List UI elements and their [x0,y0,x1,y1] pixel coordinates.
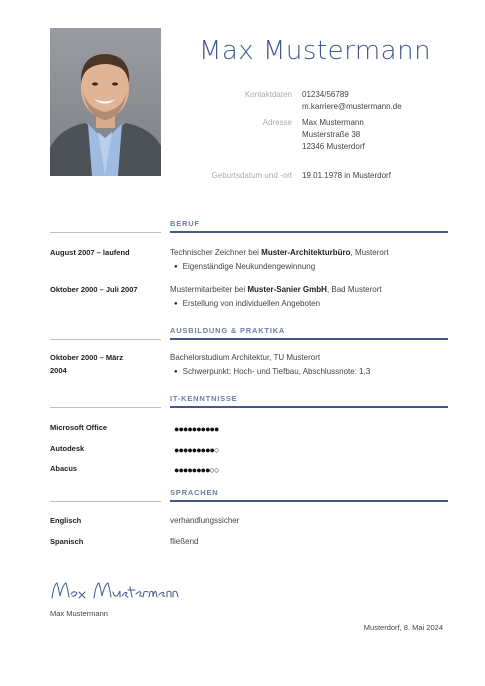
filled-dot-icon: ● [174,424,179,434]
filled-dot-icon: ● [191,465,197,475]
filled-dot-icon: ● [178,445,183,455]
left-divider [50,232,161,233]
filled-dot-icon: ● [187,465,192,475]
job-description: Technischer Zeichner bei Muster-Architekturbüro, Musterort [170,248,389,257]
birth-label: Geburtsdatum und -ort [211,171,292,180]
language-name: Spanisch [50,537,84,546]
language-level: verhandlungssicher [170,516,240,525]
filled-dot-icon: ● [174,465,179,475]
skill-rating [174,444,218,456]
filled-dot-icon: ● [200,424,206,434]
filled-dot-icon: ● [196,445,201,455]
email: m.karriere@mustermann.de [302,102,402,111]
filled-dot-icon: ● [182,424,188,434]
skill-name: Autodesk [50,444,85,453]
filled-dot-icon: ● [178,424,183,434]
job-description: Mustermitarbeiter bei Muster-Sanier GmbH, Bad Musterort [170,285,382,294]
skill-rating [174,464,218,476]
language-level: fließend [170,537,199,546]
filled-dot-icon: ● [209,445,214,455]
education-bullet: ● Schwerpunkt: Hoch- und Tiefbau, Abschlussnote: 1,3 [174,366,370,379]
filled-dot-icon: ● [178,465,183,475]
filled-dot-icon: ● [213,424,219,434]
filled-dot-icon: ● [182,445,188,455]
skill-name: Microsoft Office [50,423,108,432]
skill-rating [174,423,218,435]
filled-dot-icon: ● [196,424,201,434]
section-title-sprachen: SPRACHEN [170,488,219,497]
education-date: Oktober 2000 – März 2004 [50,353,123,375]
filled-dot-icon: ● [205,465,210,475]
empty-dot-icon: ○ [213,465,219,475]
phone: 01234/56789 [302,90,349,99]
job-bullet: ● Eigenständige Neukundengewinnung [174,261,315,274]
section-title-beruf: BERUF [170,219,200,228]
signature-name: Max Mustermann [50,609,108,618]
empty-dot-icon: ○ [213,445,219,455]
section-title-it: IT-KENNTNISSE [170,394,238,403]
filled-dot-icon: ● [191,445,197,455]
filled-dot-icon: ● [200,445,206,455]
filled-dot-icon: ● [191,424,197,434]
skill-name: Abacus [50,464,78,473]
job-date: Oktober 2000 – Juli 2007 [50,285,138,294]
filled-dot-icon: ● [205,445,210,455]
place-date: Musterdorf, 8. Mai 2024 [363,623,443,632]
applicant-name: Max Mustermann [198,36,432,66]
filled-dot-icon: ● [205,424,210,434]
profile-photo [50,28,161,176]
filled-dot-icon: ● [174,445,179,455]
education-description: Bachelorstudium Architektur, TU Musterort [170,353,321,362]
section-divider [170,338,448,340]
job-bullet: ● Erstellung von individuellen Angeboten [174,298,320,311]
section-divider [170,406,448,408]
section-divider [170,500,448,502]
section-divider [170,231,448,233]
job-date: August 2007 – laufend [50,248,130,257]
filled-dot-icon: ● [187,445,192,455]
filled-dot-icon: ● [182,465,188,475]
handwritten-signature [50,578,180,611]
address-line2: Musterstraße 38 [302,130,361,139]
section-title-ausbildung: AUSBILDUNG & PRAKTIKA [170,326,286,335]
address-line3: 12346 Musterdorf [302,142,365,151]
left-divider [50,501,161,502]
filled-dot-icon: ● [200,465,206,475]
left-divider [50,339,161,340]
language-name: Englisch [50,516,82,525]
empty-dot-icon: ○ [209,465,214,475]
filled-dot-icon: ● [187,424,192,434]
address-label: Adresse [262,118,292,127]
filled-dot-icon: ● [196,465,201,475]
filled-dot-icon: ● [209,424,214,434]
contact-label: Kontaktdaten [244,90,292,99]
address-line1: Max Mustermann [302,118,364,127]
left-divider [50,407,161,408]
birth-value: 19.01.1978 in Musterdorf [302,171,391,180]
